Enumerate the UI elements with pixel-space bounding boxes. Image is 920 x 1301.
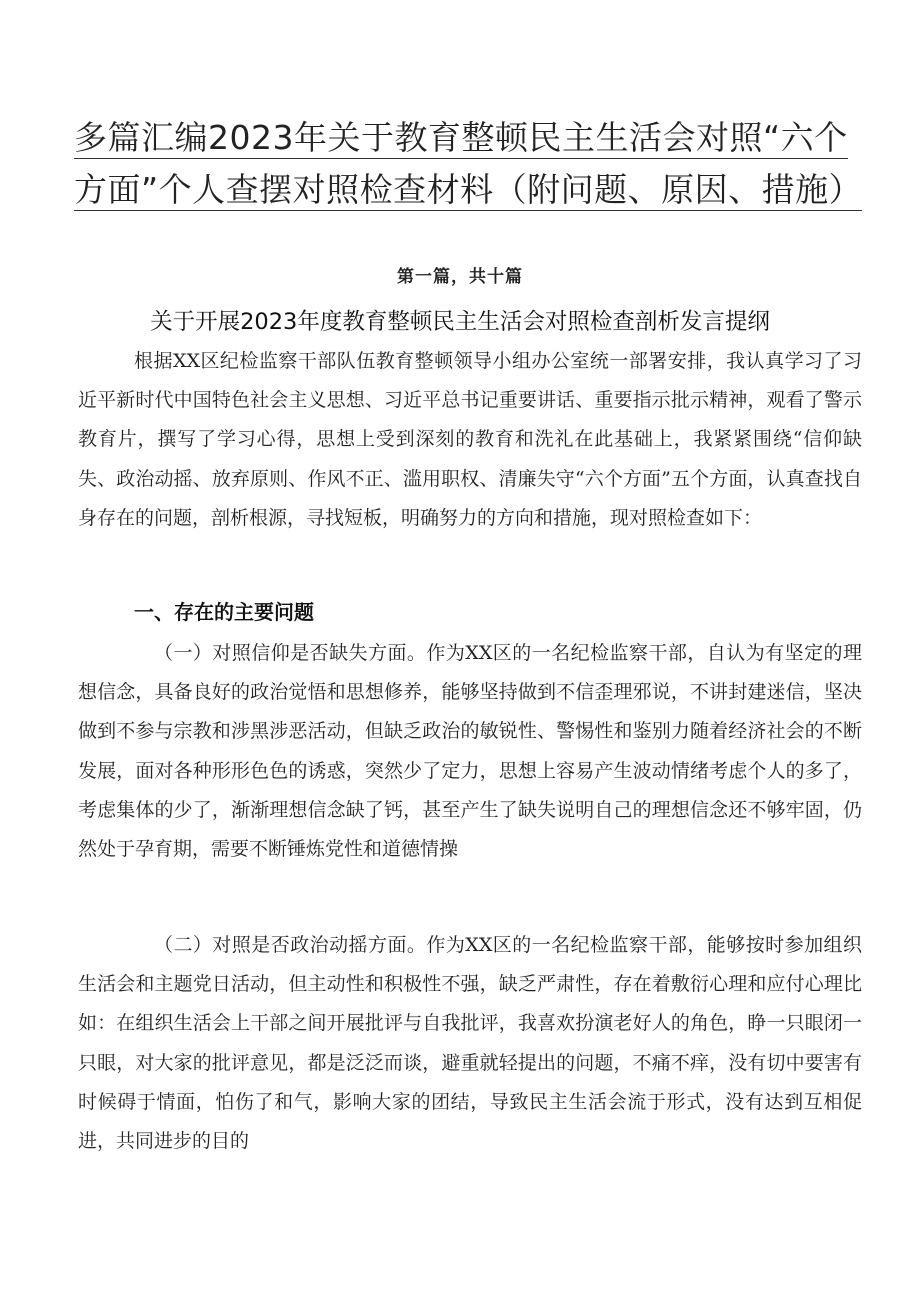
- document-title-line-1: 多篇汇编2023年关于教育整顿民主生活会对照“六个: [74, 118, 848, 157]
- paragraph-faith: （一）对照信仰是否缺失方面。作为XX区的一名纪检监察干部，自认为有坚定的理想信念，具备良好的政治觉悟和思想修养，能够坚持做到不信歪理邪说，不讲封建迷信，坚决做到不参与宗教和涉黑涉恶活动，但缺乏政治的敏锐性、警惕性和鉴别力随着经济社会的不断发展，面对各种形形色色的诱惑，突然少了定力，思想上容易产生波动情绪考虑个人的多了，考虑集体的少了，渐渐理想信念缺了钙，甚至产生了缺失说明自己的理想信念还不够牢固，仍然处于孕育期，需要不断锤炼党性和道德情操: [78, 642, 862, 861]
- document-title: [74, 112, 863, 216]
- problems-heading: 一、存在的主要问题: [134, 600, 314, 624]
- document-title-line-2: 方面”个人查摆对照检查材料（附问题、原因、措施）: [74, 170, 863, 209]
- part-label: 第一篇，共十篇: [397, 267, 523, 287]
- intro-paragraph: 根据XX区纪检监察干部队伍教育整顿领导小组办公室统一部署安排，我认真学习了习近平新时代中国特色社会主义思想、习近平总书记重要讲话、重要指示批示精神，观看了警示教育片，撰写了学习心得，思想上受到深刻的教育和洗礼在此基础上，我紧紧围绕“信仰缺失、政治动摇、放弃原则、作风不正、滥用职权、清廉失守“六个方面”五个方面，认真查找自身存在的问题，剖析根源，寻找短板，明确努力的方向和措施，现对照检查如下：: [78, 350, 862, 529]
- paragraph-politics: （二）对照是否政治动摇方面。作为XX区的一名纪检监察干部，能够按时参加组织生活会和主题党日活动，但主动性和积极性不强，缺乏严肃性，存在着敷衍心理和应付心理比如：在组织生活会上干部之间开展批评与自我批评，我喜欢扮演老好人的角色，睁一只眼闭一只眼，对大家的批评意见，都是泛泛而谈，避重就轻提出的问题，不痛不痒，没有切中要害有时候碍于情面，怕伤了和气，影响大家的团结，导致民主生活会流于形式，没有达到互相促进，共同进步的目的: [78, 934, 862, 1153]
- section-heading: 关于开展2023年度教育整顿民主生活会对照检查剖析发言提纲: [150, 309, 770, 335]
